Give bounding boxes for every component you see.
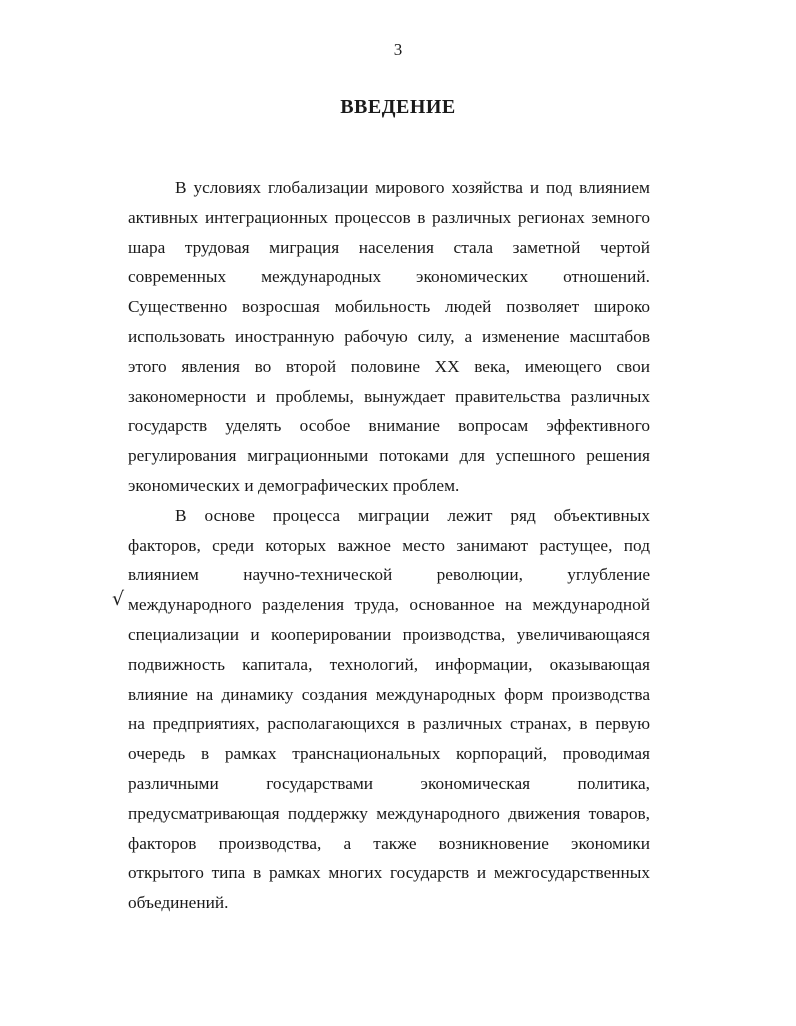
text-line: предусматривающая поддержку международного движения товаров, xyxy=(128,803,650,823)
text-line: подвижность капитала, технологий, информации, оказывающая xyxy=(128,654,650,674)
page-number: 3 xyxy=(393,40,403,59)
text-line: государств уделять особое внимание вопросам эффективного xyxy=(128,416,650,436)
text-line: влияние на динамику создания международных форм производства xyxy=(128,684,650,704)
body-text xyxy=(128,173,650,918)
page-title: ВВЕДЕНИЕ xyxy=(340,96,456,118)
paragraph-1 xyxy=(128,173,650,501)
text-line: на предприятиях, располагающихся в различных странах, в первую xyxy=(128,714,650,734)
text-line: влиянием научно-технической революции, углубление xyxy=(128,565,650,585)
text-line: регулирования миграционными потоками для успешного решения xyxy=(128,446,650,466)
text-line: шара трудовая миграция населения стала заметной чертой xyxy=(128,237,650,257)
text-line: факторов производства, а также возникновение экономики xyxy=(128,833,650,853)
text-line: специализации и кооперировании производства, увеличивающаяся xyxy=(128,624,650,644)
checkmark-icon: √ xyxy=(112,588,125,610)
text-line: В основе процесса миграции лежит ряд объективных xyxy=(175,505,650,525)
text-line: факторов, среди которых важное место занимают растущее, под xyxy=(128,535,650,555)
text-line: экономических и демографических проблем. xyxy=(128,475,460,495)
text-line: открытого типа в рамках многих государств и межгосударственных xyxy=(128,863,650,883)
text-line: объединений. xyxy=(128,893,229,913)
text-line: различными государствами экономическая политика, xyxy=(128,773,650,793)
text-line: использовать иностранную рабочую силу, а изменение масштабов xyxy=(128,326,650,346)
text-line: международного разделения труда, основанное на международной xyxy=(128,595,650,615)
text-line: этого явления во второй половине XX века, имеющего свои xyxy=(128,356,650,376)
text-line: В условиях глобализации мирового хозяйства и под влиянием xyxy=(175,178,650,197)
text-line: активных интеграционных процессов в различных регионах земного xyxy=(128,207,650,227)
text-line: очередь в рамках транснациональных корпораций, проводимая xyxy=(128,744,650,764)
text-line: Существенно возросшая мобильность людей позволяет широко xyxy=(128,297,650,317)
paragraph-2 xyxy=(128,501,650,918)
text-line: закономерности и проблемы, вынуждает правительства различных xyxy=(128,386,650,406)
text-line: современных международных экономических отношений. xyxy=(128,267,650,287)
